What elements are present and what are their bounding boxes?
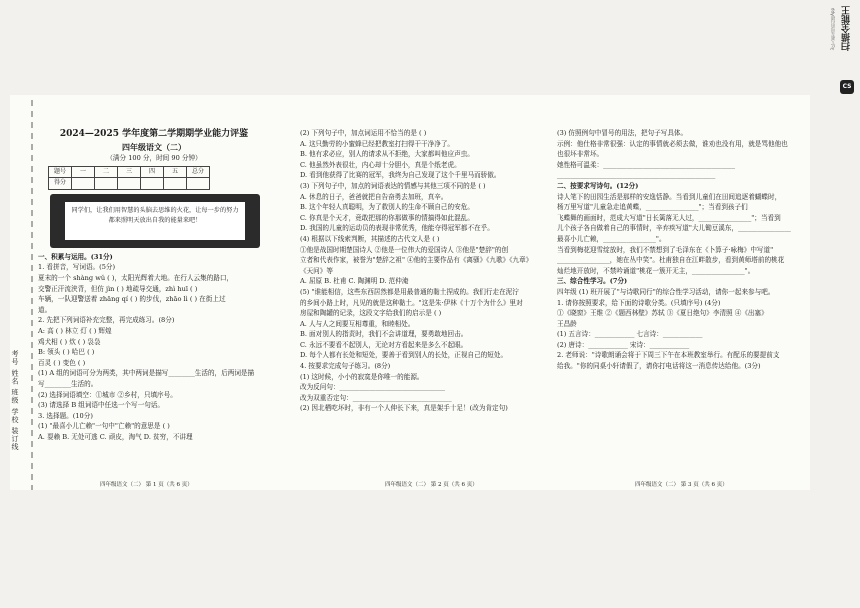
score-header: 一 bbox=[72, 166, 95, 178]
text-line: C. 永远不要看不起别人，无论对方看起来是多么不起眼。 bbox=[300, 340, 468, 349]
page-column-3 bbox=[557, 128, 805, 372]
text-line: 交警正汗流浃背，但仿 jìn ( ) 地疏导交通，zhì huī ( ) bbox=[38, 284, 198, 293]
text-line: 车辆，一队迎警送着 zhāng qí ( ) 的步伐，zhāo lì ( ) 在街上过 bbox=[38, 295, 226, 304]
text-line: 给我。"你的同桌小轩请假了，请你打电话将这一消息传达给他。(3分) bbox=[557, 362, 761, 371]
exam-subtitle: 四年级语文（二） bbox=[122, 142, 186, 152]
text-line: (5) "谁能相信，这些东西居然都是用最普通的黏土捏成的。我们行走在泥泞 bbox=[300, 287, 519, 296]
text-line: 三、综合性学习。(7分) bbox=[557, 277, 628, 286]
text-line: (3) 请选择 B 组词语中任选一个写一句话。 bbox=[38, 401, 164, 410]
logo-name: 扫描全能王 bbox=[842, 6, 852, 51]
text-line: 鸡犬相 ( ) 炊 ( ) 袅袅 bbox=[38, 337, 101, 346]
text-line: A. 休息的日子，爸爸就把自告奋勇去加班，真辛。 bbox=[300, 192, 448, 201]
text-line: 夏末的一个 shàng wǔ ( )，太阳光辉着大地。在行人云集的路口， bbox=[38, 273, 234, 282]
text-line: 二、按要求写诗句。(12分) bbox=[557, 181, 639, 190]
text-line: 儿个孩子各自做着自己的事情时，辛弃疾写道"大儿锄豆溪东，________________ bbox=[557, 224, 791, 233]
text-line: 的乡间小路上时，凡见的就是这种黏土。"这是朱·伊林《十万个为什么》里对 bbox=[300, 298, 523, 307]
text-line: C. 他虽然外表很壮，内心却十分胆小，真是个纸老虎。 bbox=[300, 160, 461, 169]
text-line: B. 他有求必应，别人的请求从不拒绝，大家都叫他应声虫。 bbox=[300, 150, 474, 159]
text-line: 写________生活的。 bbox=[38, 379, 98, 388]
text-line: 2. 老师说："诗歌朗诵会将于下周三下午在本班教室举行。有配乐的要提前支 bbox=[557, 351, 780, 360]
score-table bbox=[48, 166, 210, 190]
text-line: 最喜小儿亡赖，________________"。 bbox=[557, 234, 666, 243]
text-line: 她性格可温柔：________________________________________ bbox=[557, 160, 736, 169]
binding-margin bbox=[12, 100, 38, 490]
text-line: 房屋和陶罐的记录，这段文字给我们的启示是 ( ) bbox=[300, 309, 442, 318]
scanner-logo bbox=[824, 0, 860, 100]
text-line: D. 我国的儿童的运动员的表现非常优秀，他能夺得冠军都不在乎。 bbox=[300, 224, 494, 233]
score-header: 四 bbox=[141, 166, 164, 178]
text-line: B: 领头 ( ) 哈巴 ( ) bbox=[38, 348, 95, 357]
text-line: 改为反问句：________________________________ bbox=[300, 383, 446, 392]
text-line: 灿烂地开放时，不禁吟诵道"桃花一簇开无主，________________"。 bbox=[557, 266, 755, 275]
text-line: 4. 按要求完成句子练习。(8分) bbox=[300, 362, 391, 371]
text-line: 当看到梅花迎雪绽放时，我们不禁想到了毛泽东在《卜算子·咏梅》中写道" bbox=[557, 245, 774, 254]
score-row-label: 得分 bbox=[49, 178, 72, 190]
text-line: (1) 这时候，小小的寂寞是你唯一的能源。 bbox=[300, 372, 424, 381]
text-line: ________________________________________________ bbox=[557, 171, 716, 180]
score-header: 二 bbox=[95, 166, 118, 178]
text-line: A. 这只勤劳的小蜜蜂已经把教室打扫得干干净净了。 bbox=[300, 139, 455, 148]
banner-text: 同学们，让我们用智慧的头脑去思维的火花，让每一步的努力都来照明天放出自我的能量来吧！ bbox=[65, 202, 245, 240]
text-line: 也很坏非常坏。 bbox=[557, 150, 604, 159]
text-line: (1) 五言诗：____________ 七言诗：____________ bbox=[557, 330, 703, 339]
page-footer-3: 四年级语文（二） 第 3 页（共 6 页） bbox=[635, 482, 728, 488]
text-line: ①《晓窗》王维 ②《题西林壁》苏轼 ③《夏日绝句》李清照 ④《出塞》 bbox=[557, 309, 768, 318]
column-1-lines bbox=[38, 252, 270, 443]
logo-sub: 3亿人都在用的扫描App bbox=[830, 8, 835, 51]
text-line: C. 你真是个天才，竟敢把那的你那做事的情搞得如此混乱。 bbox=[300, 213, 474, 222]
text-line: 1. 请你按照要求，给下面的诗歌分类。(只填序号) (4分) bbox=[557, 298, 721, 307]
text-line: D. 每个人都有长处和短处，要善于看到别人的长处，正视自己的短处。 bbox=[300, 351, 508, 360]
text-line: 一、积累与运用。(31分) bbox=[38, 252, 113, 261]
text-line: A: 高 ( ) 林立 灯 ( ) 辉煌 bbox=[38, 326, 112, 335]
column-2-lines bbox=[300, 128, 538, 414]
page-column-1 bbox=[38, 128, 270, 442]
column-3-lines bbox=[557, 128, 805, 372]
text-line: ________________，她在丛中笑"。杜甫独自在江畔散步，看到黄师塔前的桃花 bbox=[557, 256, 785, 265]
text-line: A. 耍赖 B. 无处可逃 C. 顽皮，淘气 D. 贫穷，不讲理 bbox=[38, 432, 193, 441]
page-footer-2: 四年级语文（二） 第 2 页（共 6 页） bbox=[385, 482, 478, 488]
text-line: 飞蝶舞的画面时，范成大写道"日长篱落无人过，________________"；当看到 bbox=[557, 213, 781, 222]
text-line: 改为双重否定句：______________________________ bbox=[300, 393, 452, 402]
page-column-2 bbox=[300, 128, 538, 414]
text-line: A. 人与人之间要互相尊重，和睦相处。 bbox=[300, 319, 415, 328]
logo-icon: CS bbox=[840, 80, 854, 94]
text-line: 道。 bbox=[38, 305, 52, 314]
score-header: 题号 bbox=[49, 166, 72, 178]
text-line: (1) A 组的词语可分为两类，其中两词是描写________生活的，后两词是描 bbox=[38, 369, 255, 378]
text-line: (3) 仿照例句中冒号的用法，把句子写具体。 bbox=[557, 129, 688, 137]
text-line: 2. 先把下列词语补充完整，再完成练习。(8分) bbox=[38, 316, 175, 325]
exam-meta: （满分 100 分，时间 90 分钟） bbox=[106, 154, 202, 162]
text-line: 四年级 (1) 班开展了"与诗歌同行"的综合性学习活动，请你一起来参与吧。 bbox=[557, 287, 775, 296]
text-line: (2) 唐诗：____________ 宋诗：____________ bbox=[557, 340, 690, 349]
text-line: (2) 因北栖吃坏时，非有一个人伸长下来，真是架手十足！(改为肯定句) bbox=[300, 404, 508, 413]
text-line: A. 屈原 B. 杜甫 C. 陶渊明 D. 范仲淹 bbox=[300, 277, 409, 286]
text-line: 王昌龄 bbox=[557, 319, 577, 328]
text-line: B. 这个年轻人真聪明，为了救别人的生命不顾自己的安危。 bbox=[300, 203, 474, 212]
score-header: 五 bbox=[164, 166, 187, 178]
text-line: 1. 看拼音，写词语。(5分) bbox=[38, 263, 116, 272]
text-line: 诗人笔下的田园生活是那样的安逸恬静。当看到儿童们在田间追逐着蝴蝶时， bbox=[557, 192, 782, 201]
text-line: 《天问》等 bbox=[300, 266, 333, 275]
text-line: (4) 根据以下线索判断，其描述的古代文人是 ( ) bbox=[300, 234, 440, 243]
binding-label: 考号 姓名 班级 学校 装订线 bbox=[11, 350, 19, 451]
text-line: 示例：他仕格非常很强：认定的事情就必须去做，谁劝也没有用，就是骂他他也 bbox=[557, 139, 788, 148]
text-line: (1) "最喜小儿亡赖"一句中"亡赖"的意思是 ( ) bbox=[38, 422, 170, 431]
text-line: (2) 选择词语填空：①城市 ②乡村，只填序号。 bbox=[38, 390, 177, 399]
motivation-banner bbox=[50, 194, 260, 248]
text-line: 立者和代表作家，被誉为"楚辞之祖" ④他的主要作品有《离骚》《九歌》《九章》 bbox=[300, 256, 533, 265]
text-line: (3) 下列句子中，加点的词语表达的情感与其他三项不同的是 ( ) bbox=[300, 181, 486, 190]
text-line: 3. 选择题。(10分) bbox=[38, 411, 93, 420]
text-line: D. 看到他获得了比赛的冠军，我终为自己发现了这个千里马而骄傲。 bbox=[300, 171, 501, 180]
text-line: ①他是战国时期楚国诗人 ②他是一位伟大的爱国诗人 ③他是"楚辞"的创 bbox=[300, 245, 509, 254]
text-line: 杨万里写道"儿童急走追黄蝶，________________"；当看到孩子们 bbox=[557, 203, 748, 212]
exam-title: 2024—2025 学年度第二学期期学业能力评鉴 bbox=[59, 129, 249, 139]
text-line: B. 面对别人的指责时，我们不会讲道理，要勇敢地回击。 bbox=[300, 330, 468, 339]
score-header: 总分 bbox=[187, 166, 210, 178]
text-line: (2) 下列句子中，加点词运用不恰当的是 ( ) bbox=[300, 129, 427, 137]
page-footer-1: 四年级语文（二） 第 1 页（共 6 页） bbox=[100, 482, 193, 488]
text-line: 百灵 ( ) 变色 ( ) bbox=[38, 358, 86, 367]
score-header: 三 bbox=[118, 166, 141, 178]
